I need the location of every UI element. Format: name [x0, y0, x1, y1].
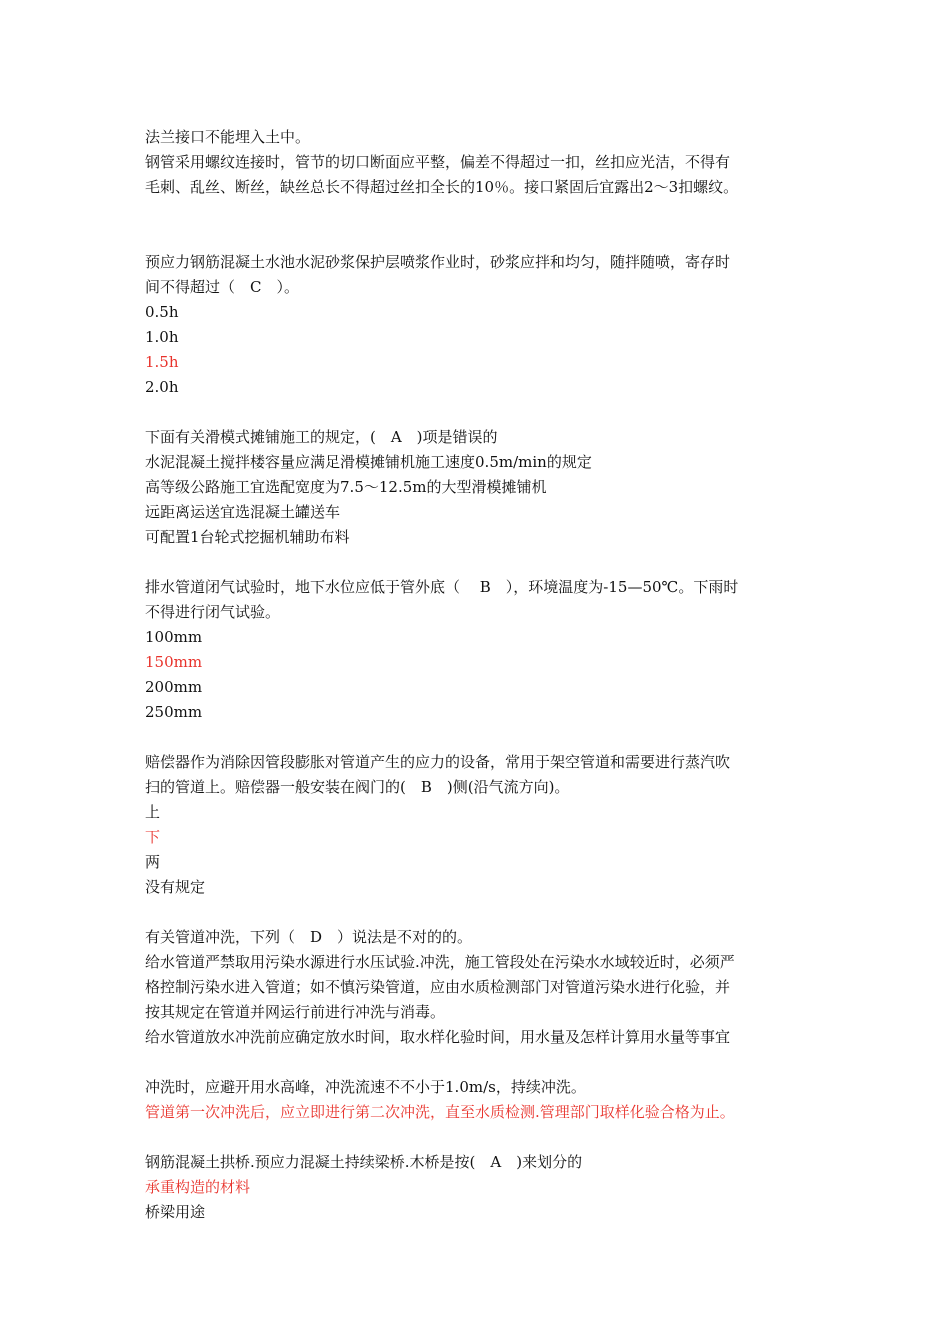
intro-line: 钢管采用螺纹连接时，管节的切口断面应平整，偏差不得超过一扣，丝扣应光洁，不得有 — [145, 153, 731, 171]
correct-option: 1.5h — [145, 353, 179, 371]
option: 1.0h — [145, 328, 179, 346]
intro-line: 法兰接口不能埋入土中。 — [145, 128, 311, 146]
correct-option: 下 — [145, 828, 161, 846]
option: 水泥混凝土搅拌楼容量应满足滑模摊铺机施工速度0.5m/min的规定 — [145, 453, 592, 471]
intro-line: 毛刺、乱丝、断丝，缺丝总长不得超过丝扣全长的10％。接口紧固后宜露出2～3扣螺纹。 — [145, 178, 739, 196]
option: 2.0h — [145, 378, 179, 396]
option: 给水管道放水冲洗前应确定放水时间，取水样化验时间，用水量及怎样计算用水量等事宜 — [145, 1028, 731, 1046]
option: 高等级公路施工宜选配宽度为7.5～12.5m的大型滑模摊铺机 — [145, 478, 547, 496]
option: 100mm — [145, 628, 203, 646]
question-stem: 排水管道闭气试验时，地下水位应低于管外底（ B ），环境温度为-15—50℃。下雨时 — [145, 578, 739, 596]
option: 冲洗时，应避开用水高峰，冲洗流速不不小于1.0m/s，持续冲洗。 — [145, 1078, 586, 1096]
correct-option: 管道第一次冲洗后，应立即进行第二次冲洗，直至水质检测.管理部门取样化验合格为止。 — [145, 1103, 735, 1121]
option: 200mm — [145, 678, 203, 696]
question-stem: 扫的管道上。赔偿器一般安装在阀门的( B )侧(沿气流方向)。 — [145, 778, 570, 796]
option: 两 — [145, 853, 161, 871]
option: 远距离运送宜选混凝土罐送车 — [145, 503, 341, 521]
option: 250mm — [145, 703, 203, 721]
option: 格控制污染水进入管道；如不慎污染管道，应由水质检测部门对管道污染水进行化验，并 — [145, 978, 731, 996]
question-stem: 预应力钢筋混凝土水池水泥砂浆保护层喷浆作业时，砂浆应拌和均匀，随拌随喷，寄存时 — [145, 253, 731, 271]
question-stem: 不得进行闭气试验。 — [145, 603, 281, 621]
question-stem: 下面有关滑模式摊铺施工的规定，( A )项是错误的 — [145, 428, 498, 446]
question-stem: 钢筋混凝土拱桥.预应力混凝土持续梁桥.木桥是按( A )来划分的 — [145, 1153, 583, 1171]
correct-option: 150mm — [145, 653, 203, 671]
option: 上 — [145, 803, 161, 821]
question-stem: 赔偿器作为消除因管段膨胀对管道产生的应力的设备，常用于架空管道和需要进行蒸汽吹 — [145, 753, 731, 771]
document-page — [145, 125, 835, 1225]
option: 没有规定 — [145, 878, 206, 896]
correct-option: 承重构造的材料 — [145, 1178, 251, 1196]
question-stem: 有关管道冲洗，下列（ D ）说法是不对的的。 — [145, 928, 473, 946]
option: 可配置1台轮式挖掘机辅助布料 — [145, 528, 350, 546]
question-stem: 间不得超过（ C ）。 — [145, 278, 299, 296]
option: 桥梁用途 — [145, 1203, 206, 1221]
option: 给水管道严禁取用污染水源进行水压试验.冲洗，施工管段处在污染水水域较近时，必须严 — [145, 953, 735, 971]
option: 0.5h — [145, 303, 179, 321]
option: 按其规定在管道并网运行前进行冲洗与消毒。 — [145, 1003, 446, 1021]
